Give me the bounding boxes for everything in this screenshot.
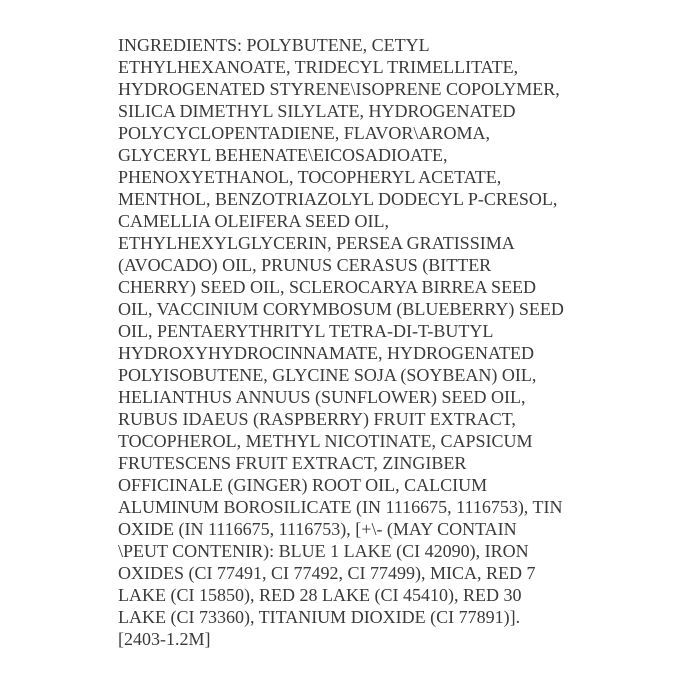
ingredients-line: TOCOPHEROL, METHYL NICOTINATE, CAPSICUM	[118, 431, 533, 451]
ingredients-line: OXIDE (IN 1116675, 1116753), [+\- (MAY CONTAIN	[118, 519, 517, 539]
ingredients-line: ETHYLHEXYLGLYCERIN, PERSEA GRATISSIMA	[118, 233, 515, 253]
ingredients-line: LAKE (CI 15850), RED 28 LAKE (CI 45410), RED 30	[118, 585, 522, 605]
ingredients-line: LAKE (CI 73360), TITANIUM DIOXIDE (CI 77891)].	[118, 607, 521, 627]
ingredients-line: INGREDIENTS: POLYBUTENE, CETYL	[118, 35, 430, 55]
ingredients-line: CAMELLIA OLEIFERA SEED OIL,	[118, 211, 389, 231]
ingredients-line: OXIDES (CI 77491, CI 77492, CI 77499), MICA, RED 7	[118, 563, 536, 583]
ingredients-line: POLYCYCLOPENTADIENE, FLAVOR\AROMA,	[118, 123, 490, 143]
ingredients-line: \PEUT CONTENIR): BLUE 1 LAKE (CI 42090), IRON	[118, 541, 529, 561]
ingredients-line: HYDROXYHYDROCINNAMATE, HYDROGENATED	[118, 343, 534, 363]
ingredients-line: OFFICINALE (GINGER) ROOT OIL, CALCIUM	[118, 475, 488, 495]
ingredients-line: HYDROGENATED STYRENE\ISOPRENE COPOLYMER,	[118, 79, 560, 99]
ingredients-line: ALUMINUM BOROSILICATE (IN 1116675, 1116753), TIN	[118, 497, 563, 517]
ingredients-label	[118, 34, 578, 650]
ingredients-line: ETHYLHEXANOATE, TRIDECYL TRIMELLITATE,	[118, 57, 519, 77]
ingredients-line: CHERRY) SEED OIL, SCLEROCARYA BIRREA SEED	[118, 277, 537, 297]
ingredients-line: (AVOCADO) OIL, PRUNUS CERASUS (BITTER	[118, 255, 492, 275]
ingredients-batch-code: [2403-1.2M]	[118, 629, 211, 649]
ingredients-line: OIL, PENTAERYTHRITYL TETRA-DI-T-BUTYL	[118, 321, 494, 341]
ingredients-line: GLYCERYL BEHENATE\EICOSADIOATE,	[118, 145, 448, 165]
ingredients-line: SILICA DIMETHYL SILYLATE, HYDROGENATED	[118, 101, 516, 121]
ingredients-line: FRUTESCENS FRUIT EXTRACT, ZINGIBER	[118, 453, 467, 473]
ingredients-line: POLYISOBUTENE, GLYCINE SOJA (SOYBEAN) OIL,	[118, 365, 537, 385]
ingredients-line: HELIANTHUS ANNUUS (SUNFLOWER) SEED OIL,	[118, 387, 526, 407]
ingredients-line: RUBUS IDAEUS (RASPBERRY) FRUIT EXTRACT,	[118, 409, 516, 429]
ingredients-line: PHENOXYETHANOL, TOCOPHERYL ACETATE,	[118, 167, 502, 187]
ingredients-line: MENTHOL, BENZOTRIAZOLYL DODECYL P-CRESOL,	[118, 189, 558, 209]
ingredients-line: OIL, VACCINIUM CORYMBOSUM (BLUEBERRY) SEED	[118, 299, 564, 319]
